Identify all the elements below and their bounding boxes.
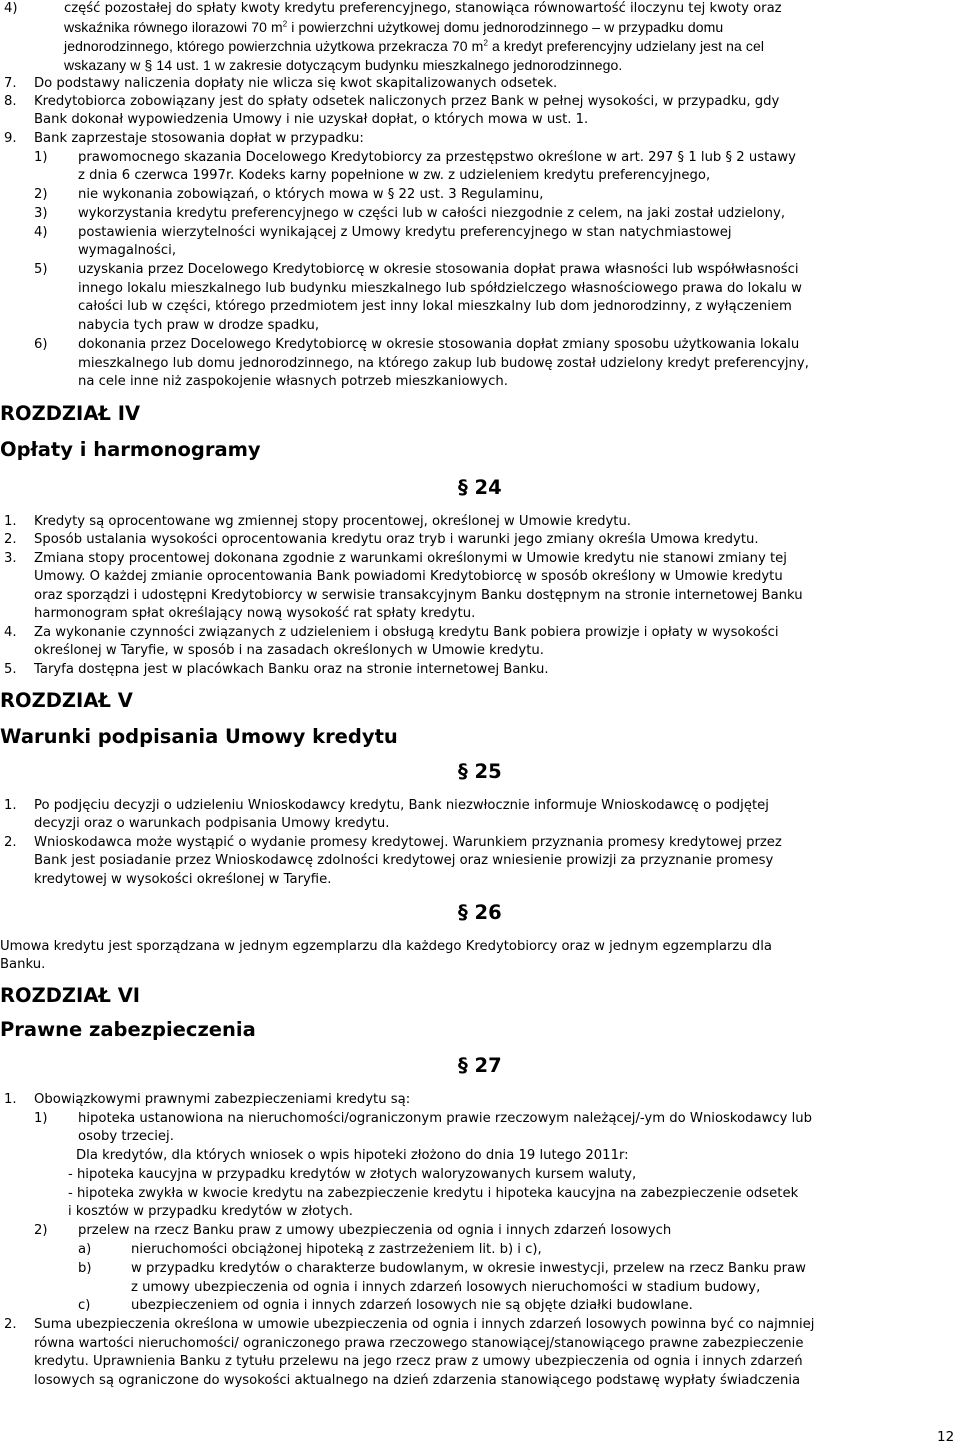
chapter-title: ROZDZIAŁ IV	[0, 402, 141, 425]
point-text: Kredytobiorca zobowiązany jest do spłaty odsetek naliczonych przez Bank w pełnej wysokości, w przypadku, gdy	[34, 94, 780, 109]
item-number: 4)	[4, 1, 18, 16]
chapter-title: ROZDZIAŁ VI	[0, 984, 141, 1007]
item-text-line: wykorzystania kredytu preferencyjnego w części lub w całości niezgodnie z celem, na jaki został udzielony,	[78, 206, 786, 221]
item-text-line: nabycia tych praw w drodze spadku,	[78, 318, 320, 333]
paragraph-line: Umowa kredytu jest sporządzana w jednym egzemplarzu dla każdego Kredytobiorcy oraz w jednym egzemplarzu dla	[0, 939, 772, 954]
item-text-line: i kosztów w przypadku kredytów w złotych.	[68, 1204, 353, 1219]
point-text: kredytu. Uprawnienia Banku z tytułu przelewu na jego rzecz praw z umowy ubezpieczenia od ognia i innych zdarzeń	[34, 1354, 803, 1369]
item-text-line: Dla kredytów, dla których wniosek o wpis hipoteki złożono do dnia 19 lutego 2011r:	[76, 1148, 629, 1163]
point-text: Suma ubezpieczenia określona w umowie ubezpieczenia od ognia i innych zdarzeń losowych powinna być co najmniej	[34, 1317, 815, 1332]
point-text: Sposób ustalania wysokości oprocentowania kredytu oraz tryb i warunki jego zmiany określa Umowa kredytu.	[34, 532, 759, 547]
item-number: 2)	[34, 187, 48, 202]
item-text-line: - hipoteka zwykła w kwocie kredytu na zabezpieczenie kredytu i hipoteka kaucyjna na zabezpieczenie odsetek	[68, 1186, 799, 1201]
paragraph-line: Banku.	[0, 957, 46, 972]
point-text: decyzji oraz o warunkach podpisania Umowy kredytu.	[34, 816, 390, 831]
point-text: harmonogram spłat określający nową wysokość rat spłaty kredytu.	[34, 606, 476, 621]
item-text-line: jednorodzinnego, którego powierzchnia użytkowa przekracza 70 $m^2$ a kredyt preferencyjny udzielany jest na cel	[64, 38, 765, 54]
subitem-text: z umowy ubezpieczenia od ognia i innych zdarzeń losowych nieruchomości w stadium budowy,	[131, 1280, 761, 1295]
chapter-title: ROZDZIAŁ V	[0, 689, 133, 712]
point-text: Za wykonanie czynności związanych z udzieleniem i obsługą kredytu Bank pobiera prowizje i opłaty w wysokości	[34, 625, 779, 640]
item-number: 2)	[34, 1223, 48, 1238]
subitem-letter: b)	[78, 1261, 92, 1276]
item-text-line: całości lub w części, którego przedmiotem jest inny lokal mieszkalny lub dom jednorodzinny, z wyłączeniem	[78, 299, 792, 314]
point-number: 2.	[4, 1317, 17, 1332]
chapter-subtitle: Opłaty i harmonogramy	[0, 438, 261, 461]
point-text: Bank dokonał wypowiedzenia Umowy i nie uzyskał dopłat, o których mowa w ust. 1.	[34, 112, 589, 127]
item-text-line: - hipoteka kaucyjna w przypadku kredytów w złotych waloryzowanych kursem waluty,	[68, 1167, 637, 1182]
point-number: 8.	[4, 94, 17, 109]
subitem-text: w przypadku kredytów o charakterze budowlanym, w okresie inwestycji, przelew na rzecz Banku praw	[131, 1261, 806, 1276]
item-text-line: z dnia 6 czerwca 1997r. Kodeks karny popełnione w zw. z udzieleniem kredytu preferencyjnego,	[78, 168, 711, 183]
point-text: Bank jest posiadanie przez Wnioskodawcę zdolności kredytowej oraz wniesienie prowizji za przyznanie promesy	[34, 853, 774, 868]
point-number: 7.	[4, 76, 17, 91]
item-text-line: wskazany w § 14 ust. 1 w zakresie dotyczącym budynku mieszkalnego jednorodzinnego.	[64, 57, 623, 73]
point-text: Obowiązkowymi prawnymi zabezpieczeniami kredytu są:	[34, 1092, 411, 1107]
point-text: Kredyty są oprocentowane wg zmiennej stopy procentowej, określonej w Umowie kredytu.	[34, 514, 632, 529]
point-text: Taryfa dostępna jest w placówkach Banku oraz na stronie internetowej Banku.	[34, 662, 549, 677]
point-number: 1.	[4, 514, 17, 529]
item-number: 1)	[34, 150, 48, 165]
point-number: 5.	[4, 662, 17, 677]
item-text-line: hipoteka ustanowiona na nieruchomości/ograniczonym prawie rzeczowym należącej/-ym do Wnioskodawcy lub	[78, 1111, 813, 1126]
item-text-line: na cele inne niż zaspokojenie własnych potrzeb mieszkaniowych.	[78, 374, 508, 389]
item-text-line: postawienia wierzytelności wynikającej z Umowy kredytu preferencyjnego w stan natychmiastowej	[78, 225, 732, 240]
item-text-line: dokonania przez Docelowego Kredytobiorcę w okresie stosowania dopłat zmiany sposobu użytkowania lokalu	[78, 337, 800, 352]
point-number: 1.	[4, 798, 17, 813]
item-text-line: wskaźnika równego ilorazowi 70 $m^2$ i powierzchni użytkowej domu jednorodzinnego – w przypadku domu	[64, 19, 724, 35]
item-text-line: innego lokalu mieszkalnego lub budynku mieszkalnego lub spółdzielczego własnościowego prawa do lokalu w	[78, 281, 802, 296]
point-text: Po podjęciu decyzji o udzieleniu Wnioskodawcy kredytu, Bank niezwłocznie informuje Wnioskodawcę o podjętej	[34, 798, 769, 813]
item-number: 5)	[34, 262, 48, 277]
point-number: 1.	[4, 1092, 17, 1107]
point-text: Wnioskodawca może wystąpić o wydanie promesy kredytowej. Warunkiem przyznania promesy kredytowej przez	[34, 835, 782, 850]
point-text: określonej w Taryfie, w sposób i na zasadach określonych w Umowie kredytu.	[34, 643, 544, 658]
subitem-letter: c)	[78, 1298, 91, 1313]
item-text-line: część pozostałej do spłaty kwoty kredytu preferencyjnego, stanowiąca równowartość iloczynu tej kwoty oraz	[64, 1, 782, 16]
section-heading: § 25	[458, 760, 502, 783]
point-text: Zmiana stopy procentowej dokonana zgodnie z warunkami określonymi w Umowie kredytu nie stanowi zmiany tej	[34, 551, 787, 566]
point-text: Umowy. O każdej zmianie oprocentowania Bank powiadomi Kredytobiorcę w sposób określony w Umowie kredytu	[34, 569, 783, 584]
point-text: Bank zaprzestaje stosowania dopłat w przypadku:	[34, 131, 364, 146]
item-text-line: wymagalności,	[78, 243, 177, 258]
item-text-line: przelew na rzecz Banku praw z umowy ubezpieczenia od ognia i innych zdarzeń losowych	[78, 1223, 672, 1238]
point-text: równa wartości nieruchomości/ ograniczonego prawa rzeczowego stanowiącej/stanowiącego prawne zabezpieczenie	[34, 1336, 804, 1351]
point-number: 4.	[4, 625, 17, 640]
chapter-subtitle: Warunki podpisania Umowy kredytu	[0, 725, 398, 748]
page-number: 12	[937, 1429, 955, 1445]
section-heading: § 24	[458, 476, 502, 499]
point-text: Do podstawy naliczenia dopłaty nie wlicza się kwot skapitalizowanych odsetek.	[34, 76, 558, 91]
section-heading: § 26	[458, 901, 502, 924]
section-heading: § 27	[458, 1054, 502, 1077]
point-text: losowych są ograniczone do wysokości aktualnego na dzień zdarzenia stanowiącego podstawę wypłaty świadczenia	[34, 1373, 801, 1388]
subitem-letter: a)	[78, 1242, 92, 1257]
point-number: 3.	[4, 551, 17, 566]
item-text-line: nie wykonania zobowiązań, o których mowa w § 22 ust. 3 Regulaminu,	[78, 187, 544, 202]
subitem-text: nieruchomości obciążonej hipoteką z zastrzeżeniem lit. b) i c),	[131, 1242, 542, 1257]
item-text-line: prawomocnego skazania Docelowego Kredytobiorcy za przestępstwo określone w art. 297 § 1 lub § 2 ustawy	[78, 150, 796, 165]
point-text: kredytowej w wysokości określonej w Taryfie.	[34, 872, 332, 887]
item-text-line: osoby trzeciej.	[78, 1129, 174, 1144]
item-number: 3)	[34, 206, 48, 221]
point-number: 9.	[4, 131, 17, 146]
point-text: oraz sporządzi i udostępni Kredytobiorcy w serwisie transakcyjnym Banku dostępnym na stronie internetowej Banku	[34, 588, 803, 603]
item-number: 4)	[34, 225, 48, 240]
item-number: 1)	[34, 1111, 48, 1126]
point-number: 2.	[4, 532, 17, 547]
item-number: 6)	[34, 337, 48, 352]
chapter-subtitle: Prawne zabezpieczenia	[0, 1018, 256, 1041]
item-text-line: mieszkalnego lub domu jednorodzinnego, na którego zakup lub budowę został udzielony kredyt preferencyjny,	[78, 356, 809, 371]
subitem-text: ubezpieczeniem od ognia i innych zdarzeń losowych nie są objęte działki budowlane.	[131, 1298, 693, 1313]
item-text-line: uzyskania przez Docelowego Kredytobiorcę w okresie stosowania dopłat prawa własności lub współwłasności	[78, 262, 799, 277]
point-number: 2.	[4, 835, 17, 850]
